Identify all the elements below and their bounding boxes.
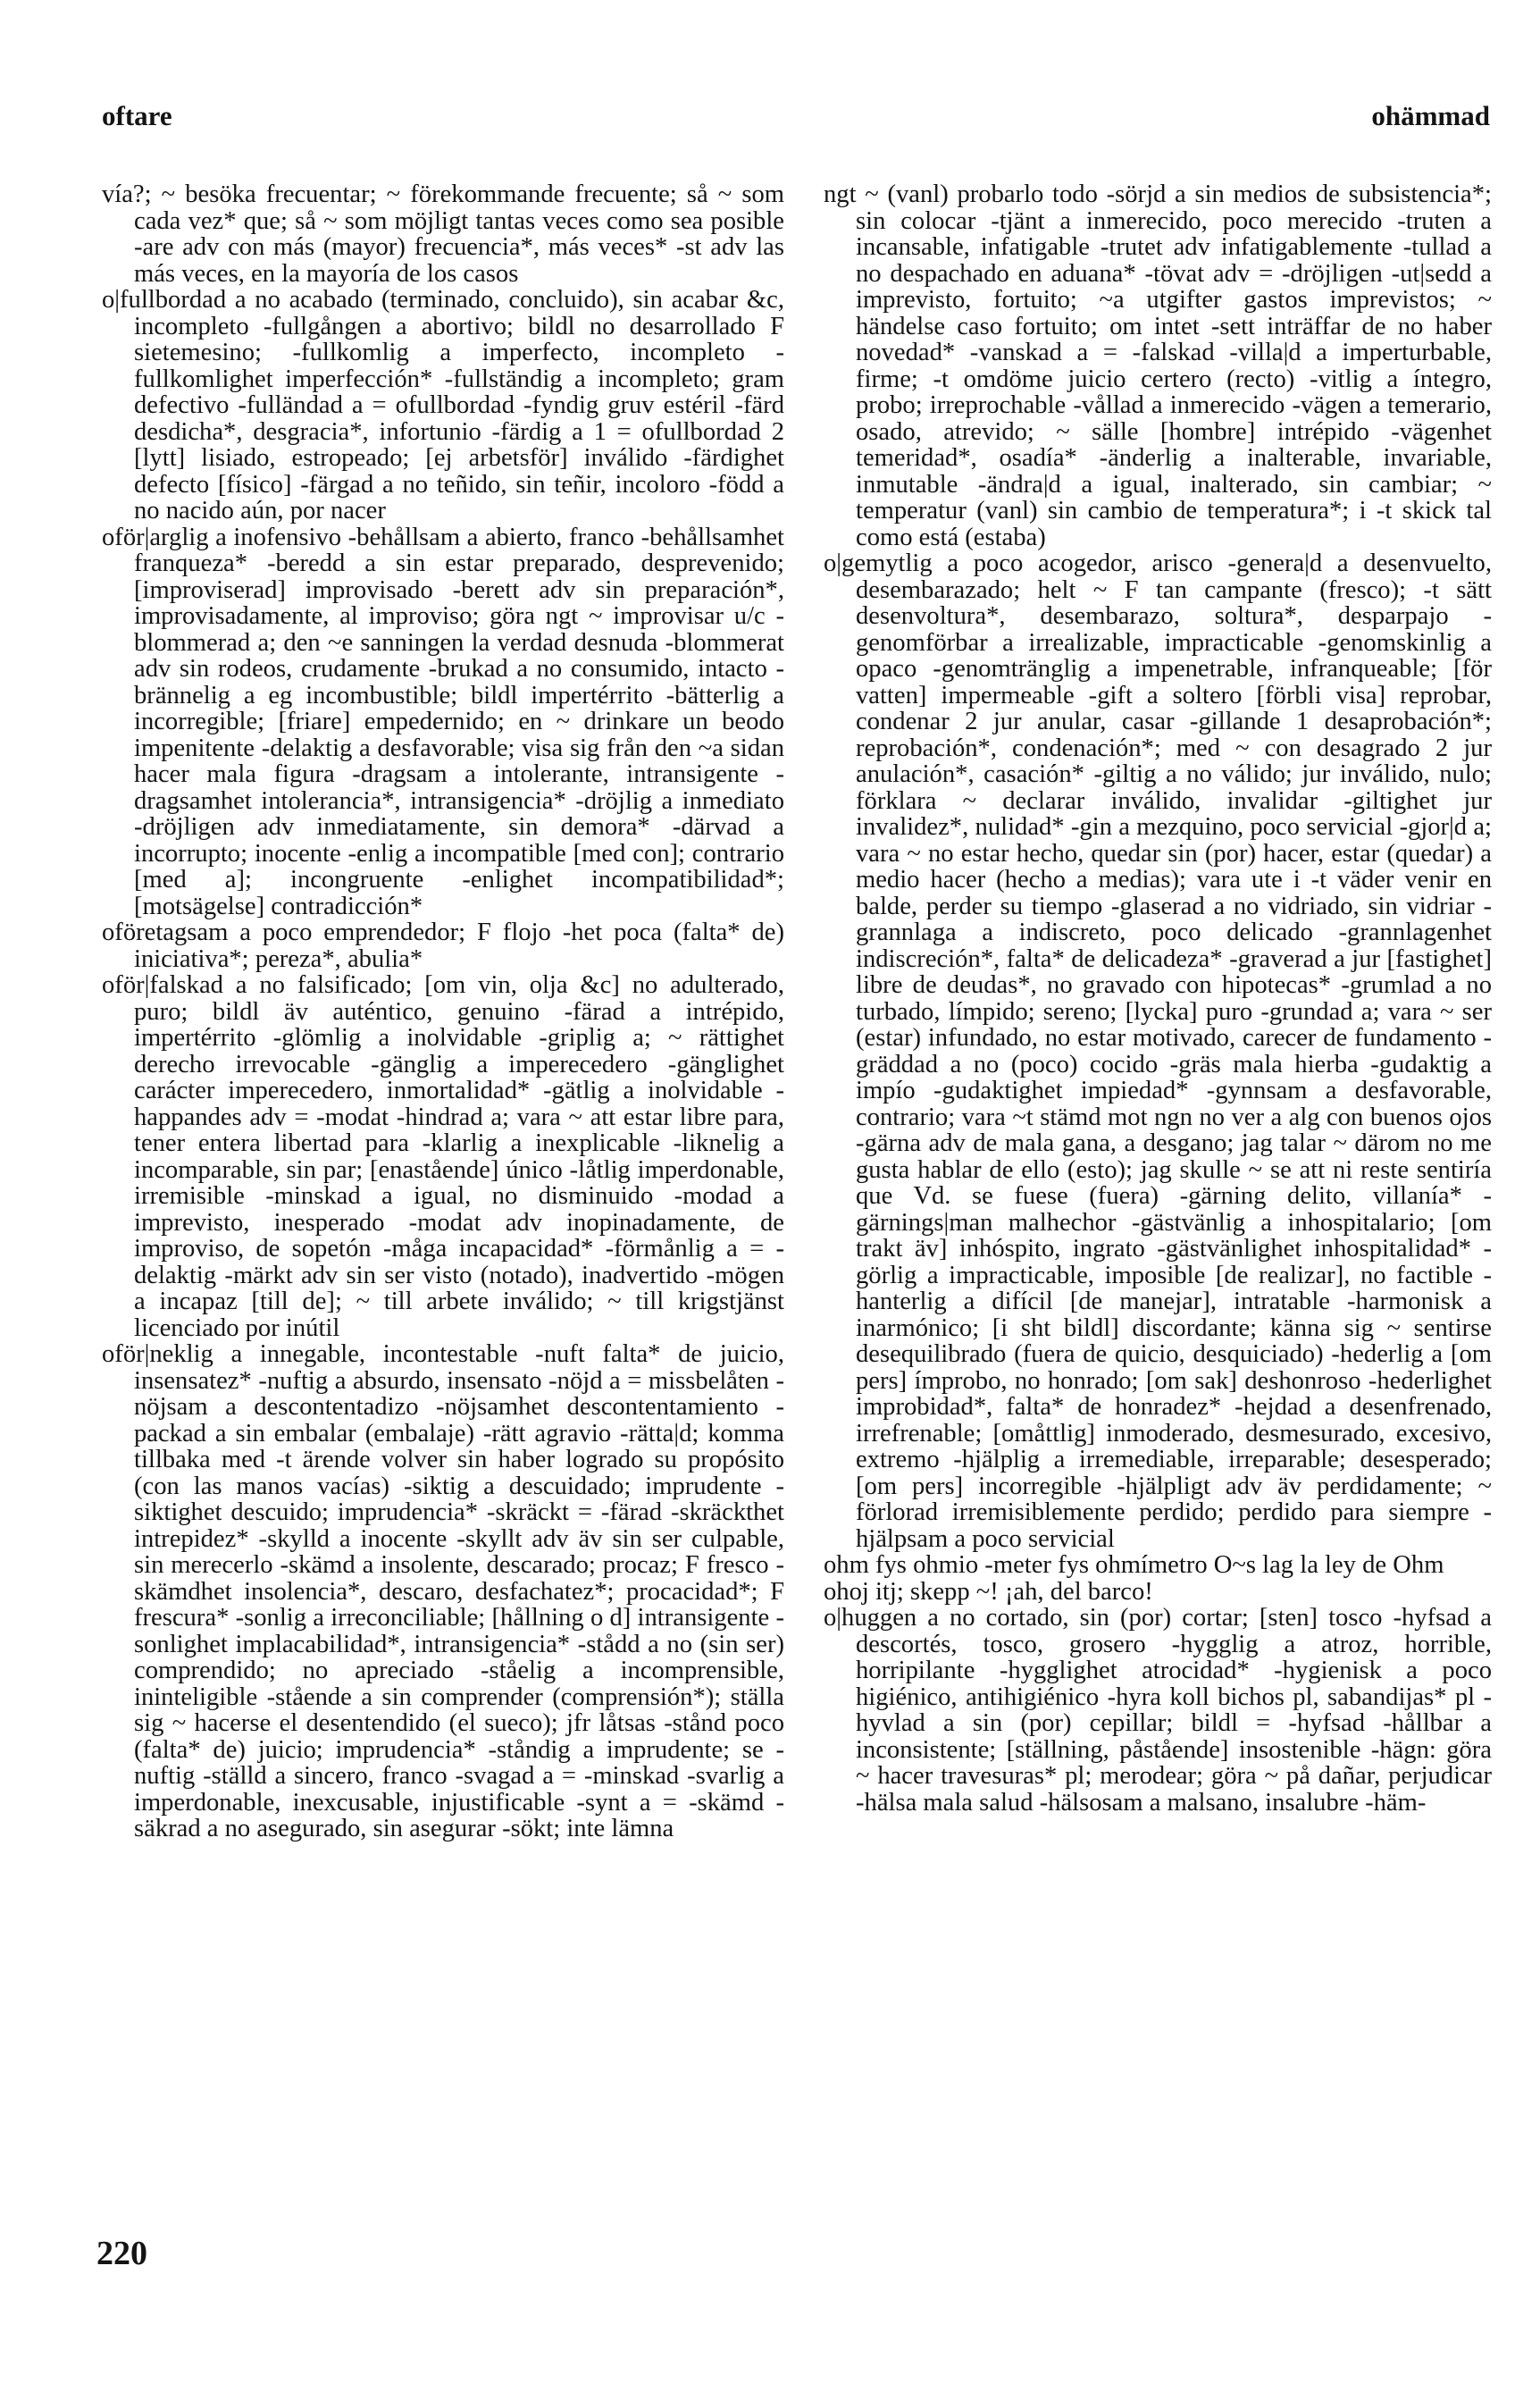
right-column [824, 181, 1492, 2210]
page-number: 220 [96, 2235, 147, 2272]
dictionary-entry: ohoj itj; skepp ~! ¡ah, del barco! [824, 1577, 1153, 1606]
dictionary-entry: oför|falskad a no falsificado; [om vin, olja &c] no adulterado, puro; bildl äv auténtico, genuino -färad a intrépido, impertérrito -glömlig a inolvidable -griplig a; ~ rättighet derecho irrevocable -gänglig a imperecedero -gänglighet carácter imperecedero, inmortalidad* -gätlig a inolvidable -happandes adv = -modat -hindrad a; vara ~ att estar libre para, tener entera libertad para -klarlig a inexplicable -liknelig a incomparable, sin par; [enastående] único -låtlig imperdonable, irremisible -minskad a igual, no disminuido -modad a imprevisto, inesperado -modat adv inopinadamente, de improviso, de sopetón -måga incapacidad* -förmånlig a = -delaktig -märkt adv sin ser visto (notado), inadvertido -mögen a incapaz [till de]; ~ till arbete inválido; ~ till krigstjänst licenciado por inútil [102, 971, 784, 1342]
dictionary-entry: ngt ~ (vanl) probarlo todo -sörjd a sin medios de subsistencia*; sin colocar -tjänt a inmerecido, poco merecido -truten a incansable, infatigable -trutet adv infatigablemente -tullad a no despachado en aduana* -tövat adv = -dröjligen -ut|sedd a imprevisto, fortuito; ~a utgifter gastos imprevistos; ~ händelse caso fortuito; om intet -sett inträffar de no haber novedad* -vanskad a = -falskad -villa|d a imperturbable, firme; -t omdöme juicio certero (recto) -vitlig a íntegro, probo; irreprochable -vållad a inmerecido -vägen a temerario, osado, atrevido; ~ sälle [hombre] intrépido -vägenhet temeridad*, osadía* -änderlig a inalterable, invariable, inmutable -ändra|d a igual, inalterado, sin cambiar; ~ temperatur (vanl) sin cambio de temperatura*; i -t skick tal como está (estaba) [824, 181, 1492, 551]
dictionary-entry: oför|neklig a innegable, incontestable -nuft falta* de juicio, insensatez* -nuftig a absurdo, insensato -nöjd a = missbelåten -nöjsam a descontentadizo -nöjsamhet descontentamiento -packad a sin embalar (embalaje) -rätt agravio -rätta|d; komma tillbaka med -t ärende volver sin haber logrado su propósito (con las manos vacías) -siktig a descuidado; imprudente -siktighet descuido; imprudencia* -skräckt = -färad -skräckthet intrepidez* -skylld a inocente -skyllt adv äv sin ser culpable, sin merecerlo -skämd a insolente, descarado; procaz; F fresco -skämdhet insolencia*, descaro, desfachatez*; procacidad*; F frescura* -sonlig a irreconciliable; [hållning o d] intransigente -sonlighet implacabilidad*, intransigencia* -stådd a no (sin ser) comprendido; no apreciado -ståelig a incomprensible, ininteligible -stående a sin comprender (comprensión*); ställa sig ~ hacerse el desentendido (el sueco); jfr låtsas -stånd poco (falta* de) juicio; imprudencia* -ståndig a imprudente; se -nuftig -ställd a sincero, franco -svagad a = -minskad -svarlig a imperdonable, inexcusable, injustificable -synt a = -skämd -säkrad a no asegurado, sin asegurar -sökt; inte lämna [102, 1340, 784, 1842]
dictionary-entry: vía?; ~ besöka frecuentar; ~ förekommande frecuente; så ~ som cada vez* que; så ~ som möjligt tantas veces como sea posible -are adv con más (mayor) frecuencia*, más veces* -st adv las más veces, en la mayoría de los casos [102, 181, 784, 288]
right-guideword: ohämmad [1371, 100, 1490, 131]
dictionary-entry: oför|arglig a inofensivo -behållsam a abierto, franco -behållsamhet franqueza* -beredd a sin estar preparado, desprevenido; [improviserad] improvisado -berett adv sin preparación*, improvisadamente, al improviso; göra ngt ~ improvisar u/c -blommerad a; den ~e sanningen la verdad desnuda -blommerat adv sin rodeos, crudamente -brukad a no consumido, intacto -brännelig a eg incombustible; bildl impertérrito -bätterlig a incorregible; [friare] empedernido; en ~ drinkare un beodo impenitente -delaktig a desfavorable; visa sig från den ~a sidan hacer mala figura -dragsam a intolerante, intransigente -dragsamhet intolerancia*, intransigencia* -dröjlig a inmediato -dröjligen adv inmediatamente, sin demora* -därvad a incorrupto; inocente -enlig a incompatible [med con]; contrario [med a]; incongruente -enlighet incompatibilidad*; [motsägelse] contradicción* [102, 523, 784, 920]
dictionary-entry: o|gemytlig a poco acogedor, arisco -genera|d a desenvuelto, desembarazado; helt ~ F tan campante (fresco); -t sätt desenvoltura*, desembarazo, soltura*, desparpajo -genomförbar a irrealizable, impracticable -genomskinlig a opaco -genomtränglig a impenetrable, infranqueable; [för vatten] impermeable -gift a soltero [förbli visa] reprobar, condenar 2 jur anular, casar -gillande 1 desaprobación*; reprobación*, condenación*; med ~ con desagrado 2 jur anulación*, casación* -giltig a no válido; jur inválido, nulo; förklara ~ declarar inválido, invalidar -giltighet jur invalidez*, nulidad* -gin a mezquino, poco servicial -gjor|d a; vara ~ no estar hecho, quedar sin (por) hacer, estar (quedar) a medio hacer (hecho a medias); vara ute i -t väder venir en balde, perder su tiempo -glaserad a no vidriado, sin vidriar -grannlaga a indiscreto, poco delicado -grannlagenhet indiscreción*, falta* de delicadeza* -graverad a jur [fastighet] libre de deudas*, no gravado con hipotecas* -grumlad a no turbado, límpido; sereno; [lycka] puro -grundad a; vara ~ ser (estar) infundado, no estar motivado, carecer de fundamento -gräddad a no (poco) cocido -gräs mala hierba -gudaktig a impío -gudaktighet impiedad* -gynnsam a desfavorable, contrario; vara ~t stämd mot ngn no ver a alg con buenos ojos -gärna adv de mala gana, a desgano; jag talar ~ därom no me gusta hablar de ello (esto); jag skulle ~ se att ni reste sentiría que Vd. se fuese (fuera) -gärning delito, villanía* -gärnings|man malhechor -gästvänlig a inhospitalario; [om trakt äv] inhóspito, ingrato -gästvänlighet inhospitalidad* -görlig a impracticable, imposible [de realizar], no factible -hanterlig a difícil [de manejar], intratable -harmonisk a inarmónico; [i sht bildl] discordante; känna sig ~ sentirse desequilibrado (fuera de quicio, desquiciado) -hederlig a [om pers] ímprobo, no honrado; [om sak] deshonroso -hederlighet improbidad*, falta* de honradez* -hejdad a desenfrenado, irrefrenable; [omåttlig] inmoderado, desmesurado, excesivo, extremo -hjälplig a irremediable, irreparable; desesperado; [om pers] incorregible -hjälpligt adv äv perdidamente; ~ förlorad irremisiblemente perdido; perdido para siempre -hjälpsam a poco servicial [824, 550, 1492, 1553]
left-guideword: oftare [102, 100, 172, 131]
dictionary-entry: o|huggen a no cortado, sin (por) cortar; [sten] tosco -hyfsad a descortés, tosco, grosero -hygglig a atroz, horrible, horripilante -hygglighet atrocidad* -hygienisk a poco higiénico, antihigiénico -hyra koll bichos pl, sabandijas* pl -hyvlad a sin (por) cepillar; bildl = -hyfsad -hållbar a inconsistente; [ställning, påstående] insostenible -hägn: göra ~ hacer travesuras* pl; merodear; göra ~ på dañar, perjudicar -hälsa mala salud -hälsosam a malsano, insalubre -häm- [824, 1604, 1492, 1817]
left-column [102, 181, 784, 2210]
dictionary-entry: oföretagsam a poco emprendedor; F flojo -het poca (falta* de) iniciativa*; pereza*, abulia* [102, 919, 784, 973]
dictionary-entry: o|fullbordad a no acabado (terminado, concluido), sin acabar &c, incompleto -fullgången a abortivo; bildl no desarrollado F sietemesino; -fullkomlig a imperfecto, incompleto -fullkomlighet imperfección* -fullständig a incompleto; gram defectivo -fulländad a = ofullbordad -fyndig gruv estéril -färd desdicha*, desgracia*, infortunio -färdig a 1 = ofullbordad 2 [lytt] lisiado, estropeado; [ej arbetsför] inválido -färdighet defecto [físico] -färgad a no teñido, sin teñir, incoloro -född a no nacido aún, por nacer [102, 286, 784, 524]
dictionary-entry: ohm fys ohmio -meter fys ohmímetro O~s lag la ley de Ohm [824, 1551, 1444, 1579]
